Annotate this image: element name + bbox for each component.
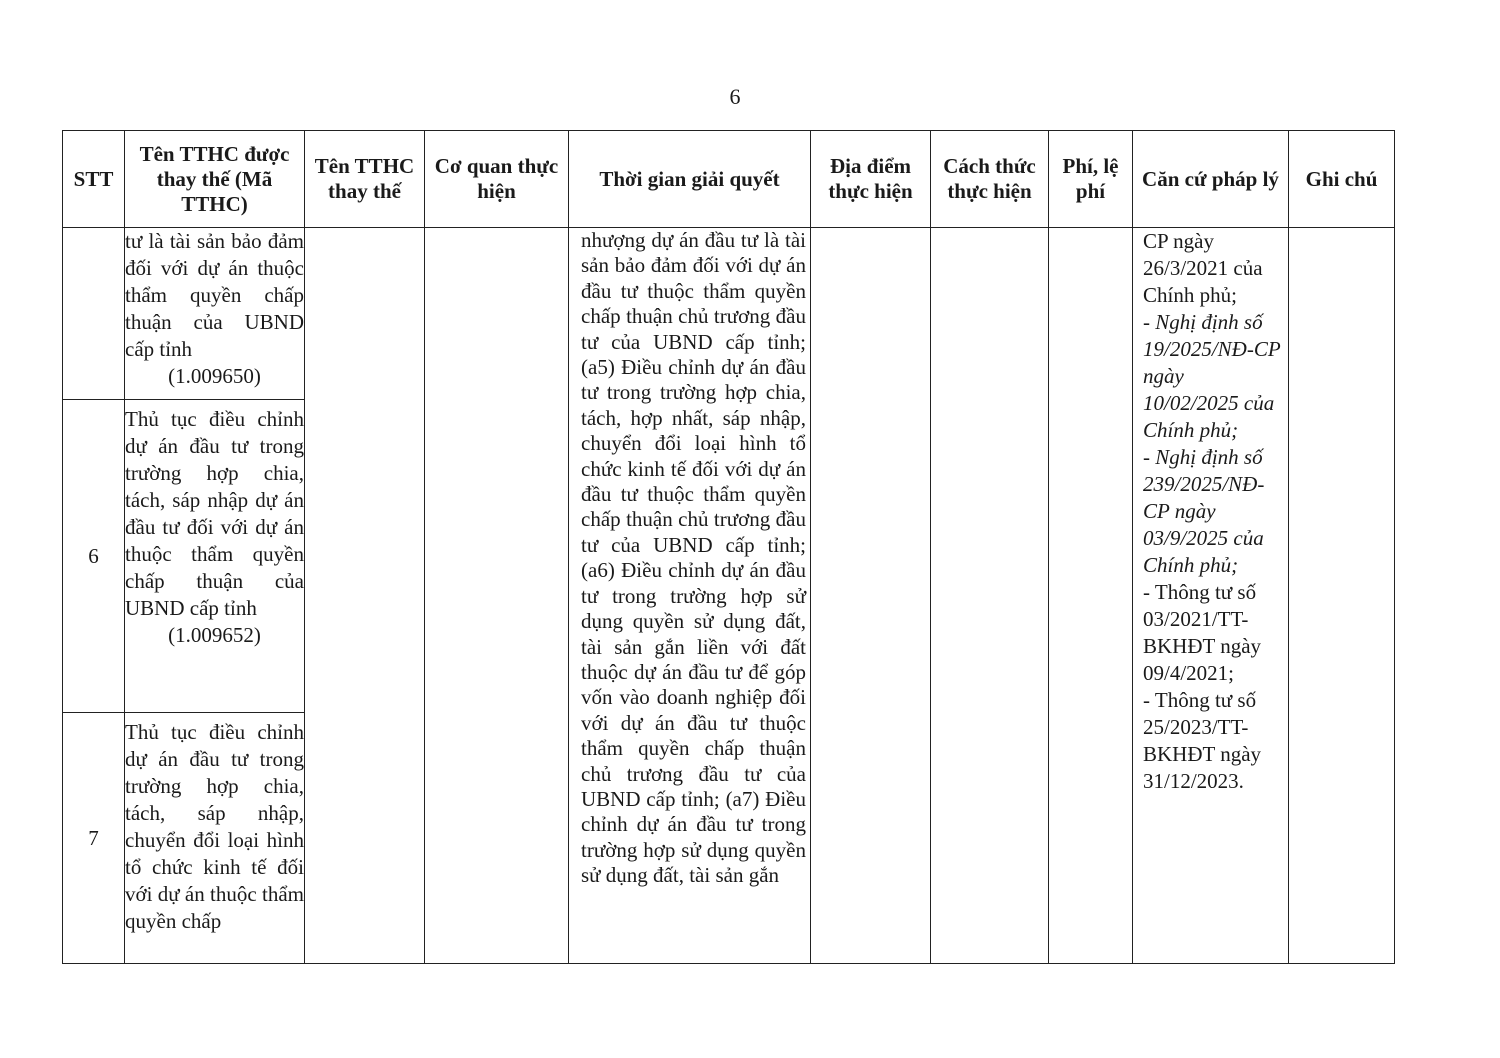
method-cell — [931, 228, 1049, 964]
header-new-name: Tên TTHC thay thế — [305, 131, 425, 228]
header-method: Cách thức thực hiện — [931, 131, 1049, 228]
header-fee: Phí, lệ phí — [1049, 131, 1133, 228]
header-processing-time: Thời gian giải quyết — [569, 131, 811, 228]
legal-basis-line: - Thông tư số 25/2023/TT-BKHĐT ngày 31/12/2023. — [1143, 688, 1262, 793]
header-replaced-name: Tên TTHC được thay thế (Mã TTHC) — [125, 131, 305, 228]
header-location: Địa điểm thực hiện — [811, 131, 931, 228]
location-cell — [811, 228, 931, 964]
note-cell — [1289, 228, 1395, 964]
processing-time-cell — [569, 228, 811, 964]
legal-basis-line: - Thông tư số 03/2021/TT-BKHĐT ngày 09/4/2021; — [1143, 580, 1262, 685]
procedure-name-text: Thủ tục điều chỉnh dự án đầu tư trong trường hợp chia, tách, sáp nhập dự án đầu tư đối với dự án thuộc thẩm quyền chấp thuận của UBND cấp tỉnh — [125, 407, 304, 621]
procedures-table — [62, 130, 1395, 964]
fee-cell — [1049, 228, 1133, 964]
row-stt: 6 — [63, 400, 125, 713]
header-agency: Cơ quan thực hiện — [425, 131, 569, 228]
agency-cell — [425, 228, 569, 964]
procedure-name-text: Thủ tục điều chỉnh dự án đầu tư trong trường hợp chia, tách, sáp nhập, chuyển đổi loại hình tổ chức kinh tế đối với dự án thuộc thẩm quyền chấp — [125, 720, 304, 934]
legal-basis-line: - Nghị định số 239/2025/NĐ-CP ngày 03/9/2025 của Chính phủ; — [1143, 445, 1265, 577]
legal-basis-line: - Nghị định số 19/2025/NĐ-CP ngày 10/02/2025 của Chính phủ; — [1143, 310, 1281, 442]
procedure-name-text: tư là tài sản bảo đảm đối với dự án thuộc thẩm quyền chấp thuận của UBND cấp tỉnh — [125, 229, 304, 361]
header-note: Ghi chú — [1289, 131, 1395, 228]
row-stt — [63, 228, 125, 400]
procedure-code: (1.009652) — [168, 623, 261, 648]
legal-basis-cell — [1133, 228, 1289, 964]
table-header — [63, 131, 1395, 228]
row-procedure-name — [125, 400, 305, 713]
row-stt: 7 — [63, 713, 125, 964]
procedure-code: (1.009650) — [168, 364, 261, 388]
processing-time-text: nhượng dự án đầu tư là tài sản bảo đảm đối với dự án đầu tư thuộc thẩm quyền chấp thuận chủ trương đầu tư của UBND cấp tỉnh; (a5) Điều chỉnh dự án đầu tư trong trường hợp chia, tách, hợp nhất, sáp nhập, chuyển đổi loại hình tổ chức kinh tế đối với dự án đầu tư thuộc thẩm quyền chấp thuận chủ trương đầu tư của UBND cấp tỉnh; (a6) Điều chỉnh dự án đầu tư trong trường hợp sử dụng quyền sử dụng đất, tài sản gắn liền với đất thuộc dự án đầu tư để góp vốn vào doanh nghiệp đối với dự án đầu tư thuộc thẩm quyền chấp thuận chủ trương đầu tư của UBND cấp tỉnh; (a7) Điều chỉnh dự án đầu tư trong trường hợp sử dụng quyền sử dụng đất, tài sản gắn — [581, 228, 806, 888]
new-name-cell — [305, 228, 425, 964]
table-row — [63, 228, 1395, 400]
header-legal-basis: Căn cứ pháp lý — [1133, 131, 1289, 228]
legal-basis-line: CP ngày 26/3/2021 của Chính phủ; — [1143, 229, 1263, 307]
row-procedure-name — [125, 228, 305, 400]
page-number: 6 — [729, 84, 741, 109]
header-stt: STT — [63, 131, 125, 228]
row-procedure-name — [125, 713, 305, 964]
